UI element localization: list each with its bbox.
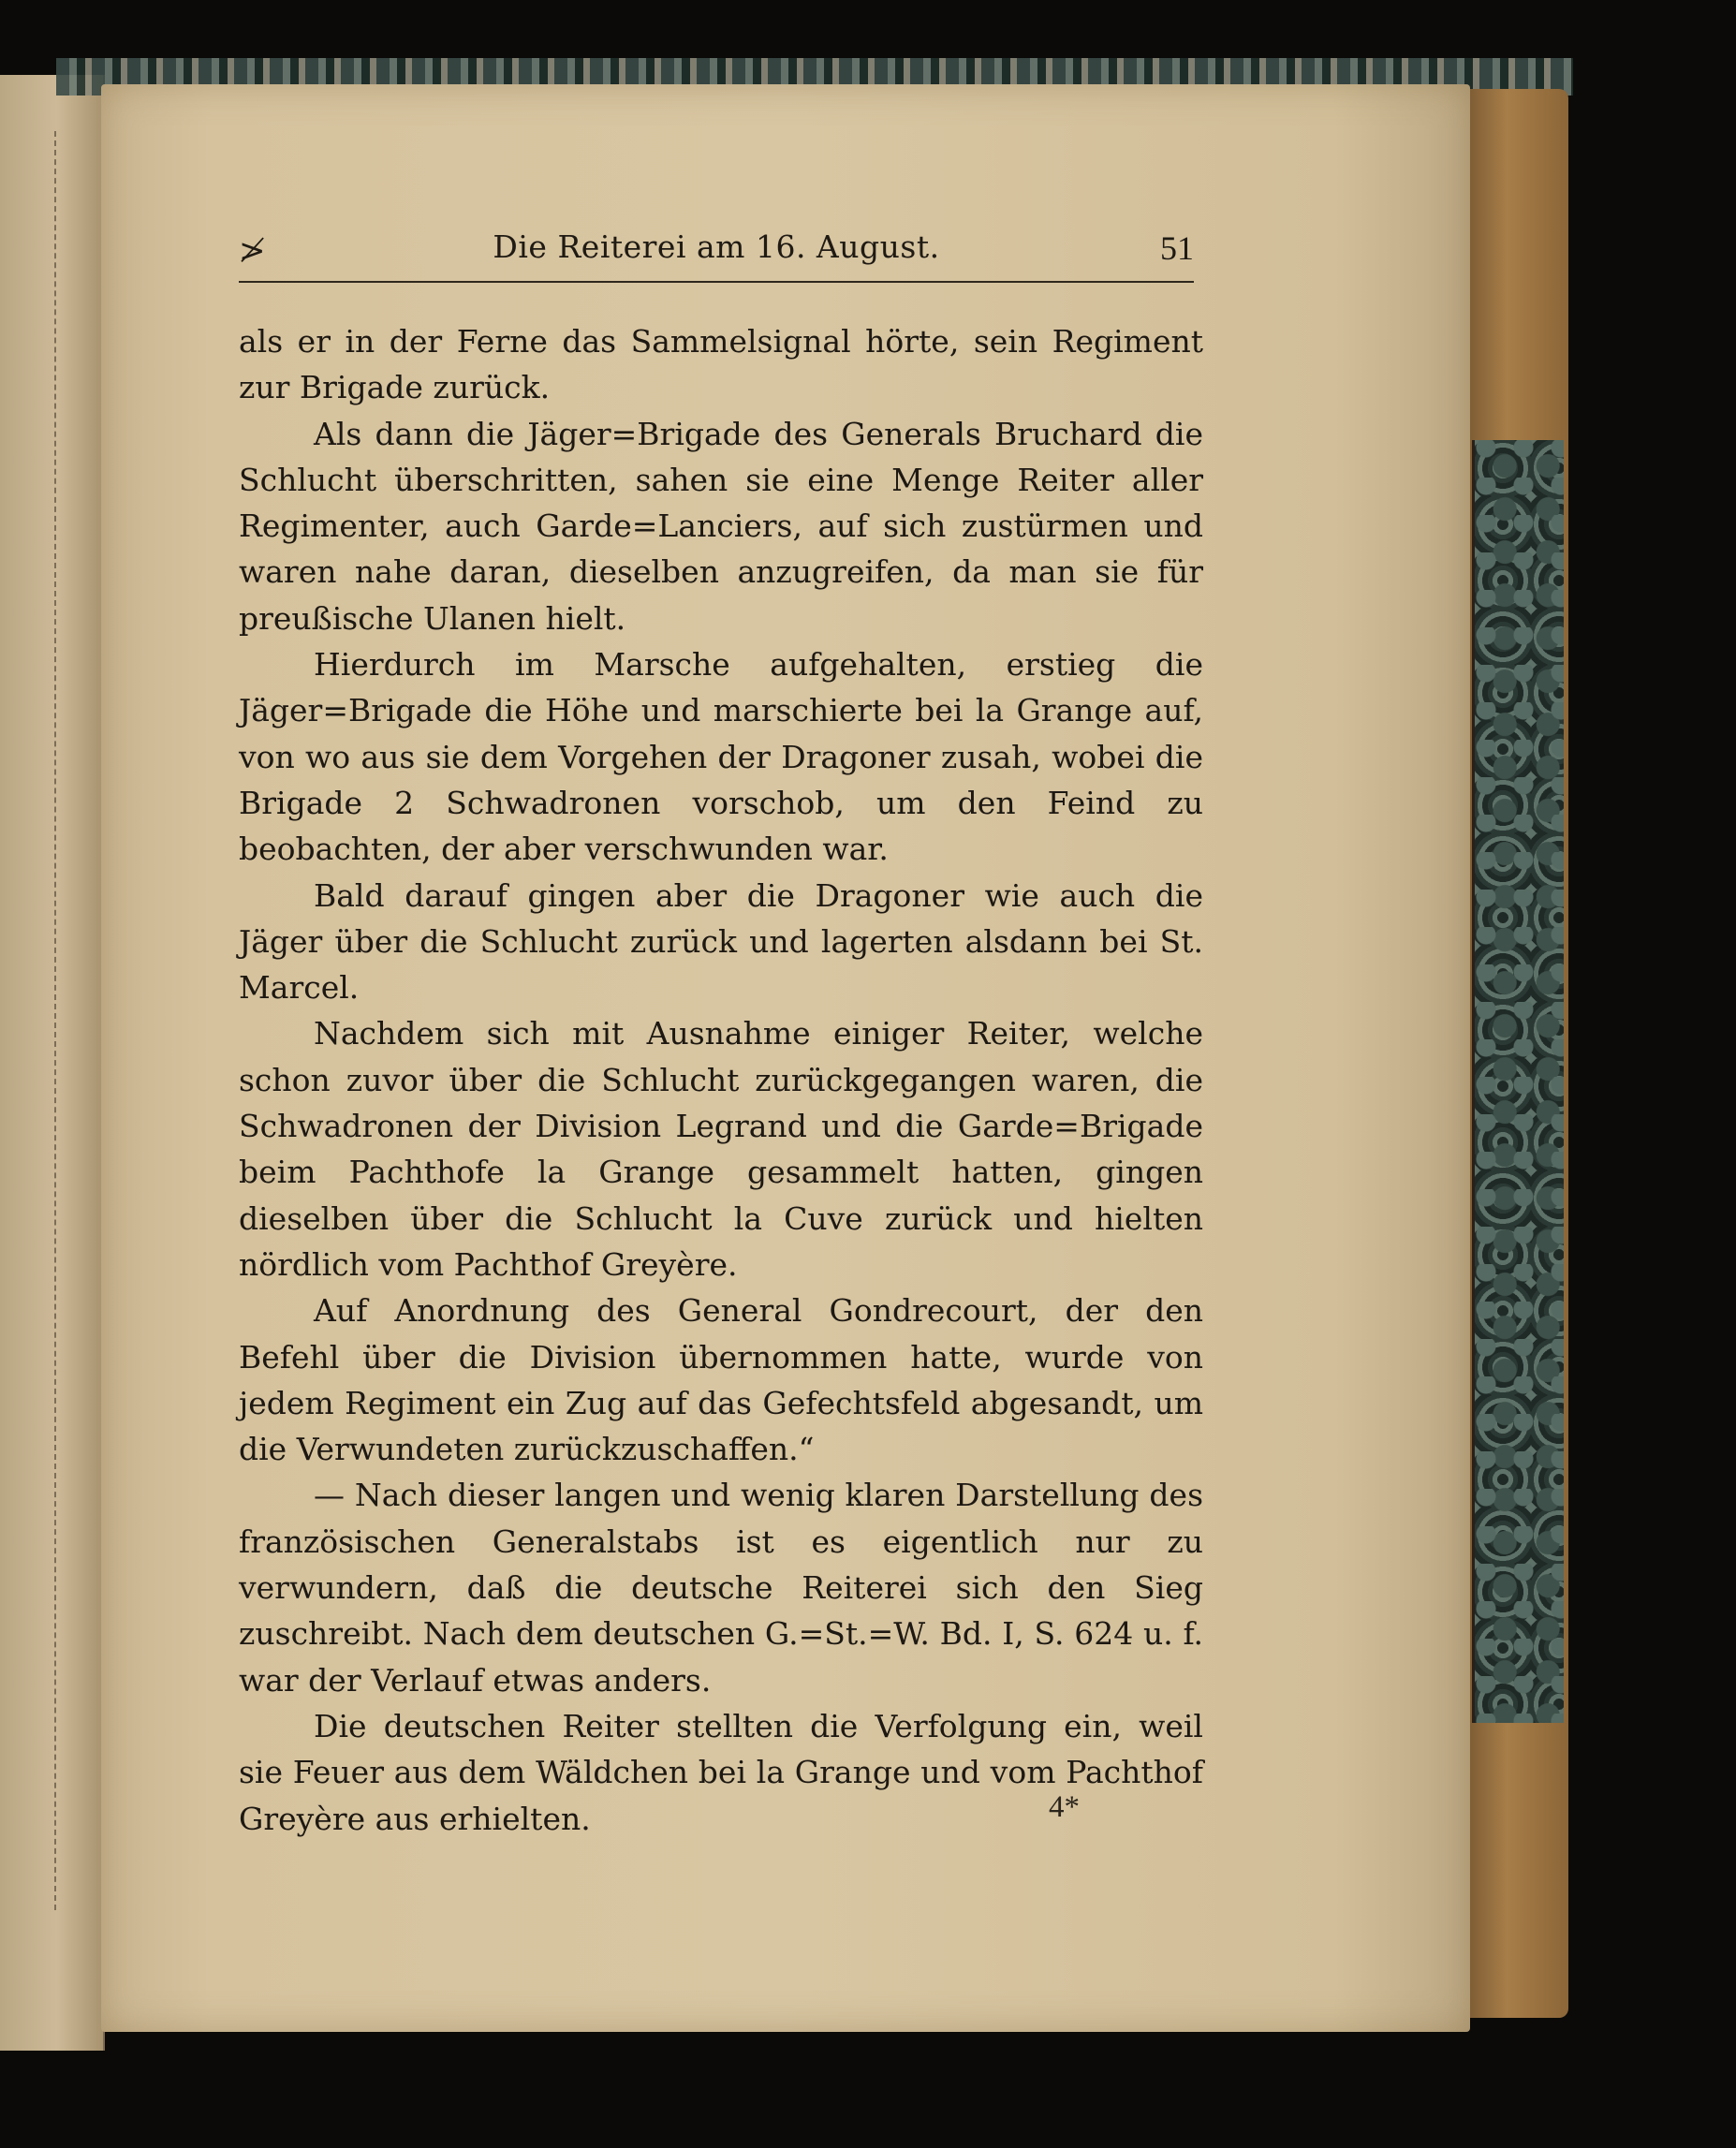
previous-page-edge: [0, 75, 105, 2051]
paragraph: als er in der Ferne das Sammelsignal hörte, sein Regiment zur Brigade zurück.: [239, 323, 1203, 406]
paragraph: Auf Anordnung des General Gondrecourt, der den Befehl über die Division übernommen hatte, wurde von jedem Regiment ein Zug auf das Gefechtsfeld abgesandt, um die Verwundeten zurückzuschaffen.“: [239, 1292, 1203, 1468]
paragraph: Bald darauf gingen aber die Dragoner wie auch die Jäger über die Schlucht zurück und lagerten alsdann bei St. Marcel.: [239, 876, 1203, 1007]
running-head: [239, 225, 1194, 283]
paragraph: — Nach dieser langen und wenig klaren Darstellung des französischen Generalstabs ist es eigentlich nur zu verwundern, daß die deutsche Reiterei sich den Sieg zuschreibt. Nach dem deutschen G.=St.=W. Bd. I, S. 624 u. f. war der Verlauf etwas anders.: [239, 1477, 1203, 1699]
running-head-mark: ≯: [239, 232, 266, 270]
body-text: [239, 318, 1203, 1842]
paragraph: Nachdem sich mit Ausnahme einiger Reiter, welche schon zuvor über die Schlucht zurückgegangen waren, die Schwadronen der Division Legrand und die Garde=Brigade beim Pachthofe la Grange gesammelt hatten, gingen dieselben über die Schlucht la Cuve zurück und hielten nördlich vom Pachthof Greyère.: [239, 1015, 1203, 1283]
page-number: 51: [1160, 229, 1194, 267]
signature-mark: 4*: [1049, 1790, 1080, 1824]
paragraph: Die deutschen Reiter stellten die Verfolgung ein, weil sie Feuer aus dem Wäldchen bei la Grange und vom Pachthof Greyère aus erhielten.: [239, 1707, 1203, 1837]
marbled-edge: [1472, 440, 1564, 1723]
paragraph: Hierdurch im Marsche aufgehalten, erstieg die Jäger=Brigade die Höhe und marschierte bei la Grange auf, von wo aus sie dem Vorgehen der Dragoner zusah, wobei die Brigade 2 Schwadronen vorschob, um den Feind zu beobachten, der aber verschwunden war.: [239, 646, 1203, 868]
running-head-title: Die Reiterei am 16. August.: [493, 228, 940, 265]
paragraph: Als dann die Jäger=Brigade des Generals Bruchard die Schlucht überschritten, sahen sie eine Menge Reiter aller Regimenter, auch Garde=Lanciers, auf sich zustürmen und waren nahe daran, dieselben anzugreifen, da man sie für preußische Ulanen hielt.: [239, 415, 1203, 637]
